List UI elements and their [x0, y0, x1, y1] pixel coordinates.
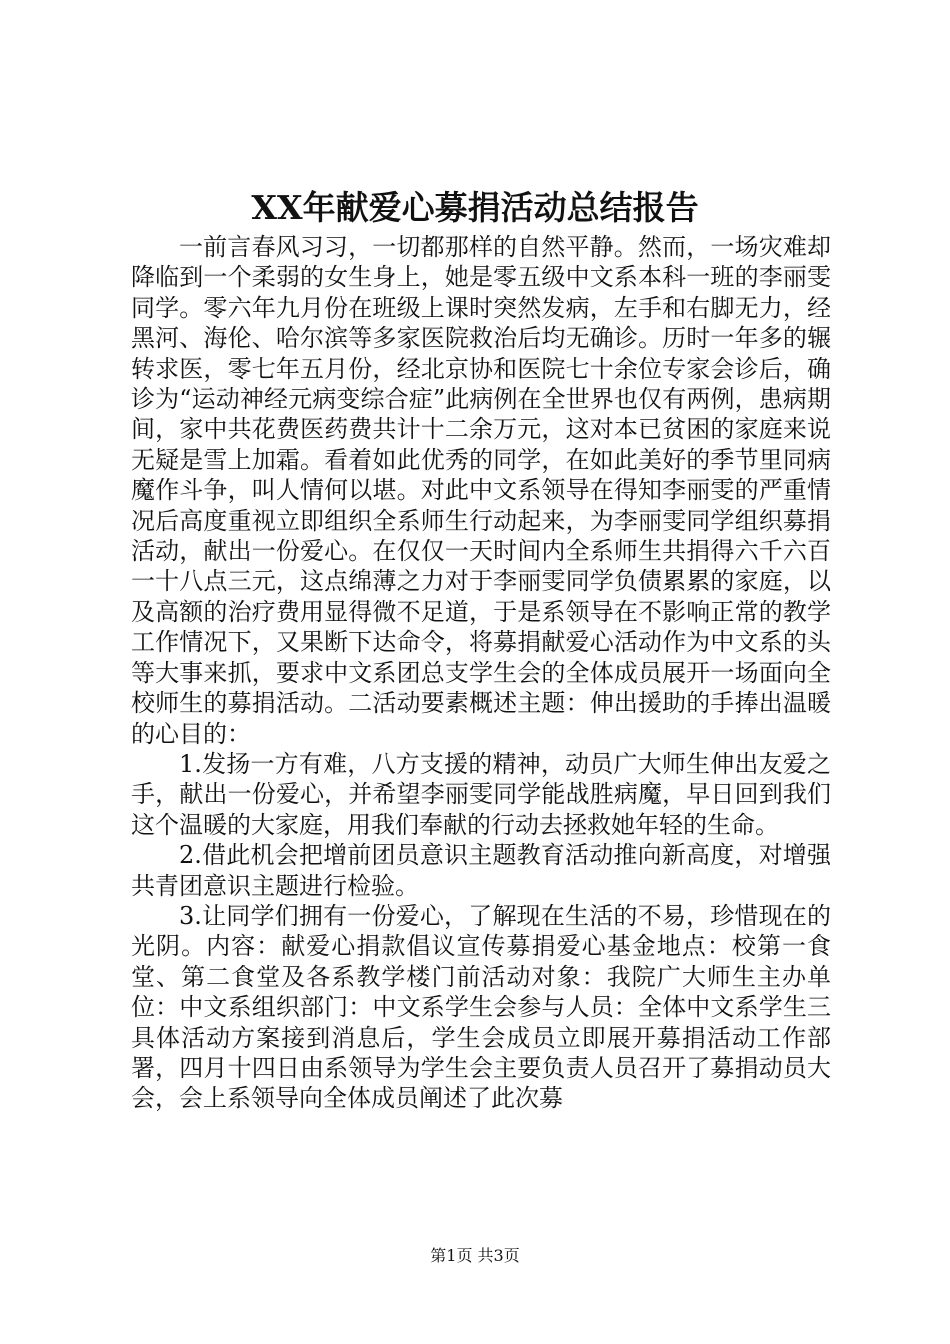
- document-title: XX年献爱心募捐活动总结报告: [251, 188, 699, 227]
- paragraph-intro: 一前言春风习习，一切都那样的自然平静。然而，一场灾难却降临到一个柔弱的女生身上，她是零五级中文系本科一班的李丽雯同学。零六年九月份在班级上课时突然发病，左手和右脚无力，经黑河、海伦、哈尔滨等多家医院救治后均无确诊。历时一年多的辗转求医，零七年五月份，经北京协和医院七十余位专家会诊后，确诊为“运动神经元病变综合症”此病例在全世界也仅有两例，患病期间，家中共花费医药费共计十二余万元，这对本已贫困的家庭来说无疑是雪上加霜。看着如此优秀的同学，在如此美好的季节里同病魔作斗争，叫人情何以堪。对此中文系领导在得知李丽雯的严重情况后高度重视立即组织全系师生行动起来，为李丽雯同学组织募捐活动，献出一份爱心。在仅仅一天时间内全系师生共捐得六千六百一十八点三元，这点绵薄之力对于李丽雯同学负债累累的家庭，以及高额的治疗费用显得微不足道，于是系领导在不影响正常的教学工作情况下，又果断下达命令，将募捐献爱心活动作为中文系的头等大事来抓，要求中文系团总支学生会的全体成员展开一场面向全校师生的募捐活动。二活动要素概述主题：伸出援助的手捧出温暖的心目的：: [131, 233, 831, 748]
- page-footer: 第1页 共3页: [430, 1246, 520, 1265]
- paragraph-item-2: 2.借此机会把增前团员意识主题教育活动推向新高度，对增强共青团意识主题进行检验。: [131, 841, 831, 900]
- paragraph-item-3: 3.让同学们拥有一份爱心，了解现在生活的不易，珍惜现在的光阴。内容：献爱心捐款倡议宣传募捐爱心基金地点：校第一食堂、第二食堂及各系教学楼门前活动对象：我院广大师生主办单位：中文系组织部门：中文系学生会参与人员：全体中文系学生三具体活动方案接到消息后，学生会成员立即展开募捐活动工作部署，四月十四日由系领导为学生会主要负责人员召开了募捐动员大会，会上系领导向全体成员阐述了此次募: [131, 901, 831, 1113]
- document-body: [131, 232, 831, 1114]
- paragraph-item-1: 1.发扬一方有难，八方支援的精神，动员广大师生伸出友爱之手，献出一份爱心，并希望李丽雯同学能战胜病魔，早日回到我们这个温暖的大家庭，用我们奉献的行动去拯救她年轻的生命。: [131, 749, 831, 839]
